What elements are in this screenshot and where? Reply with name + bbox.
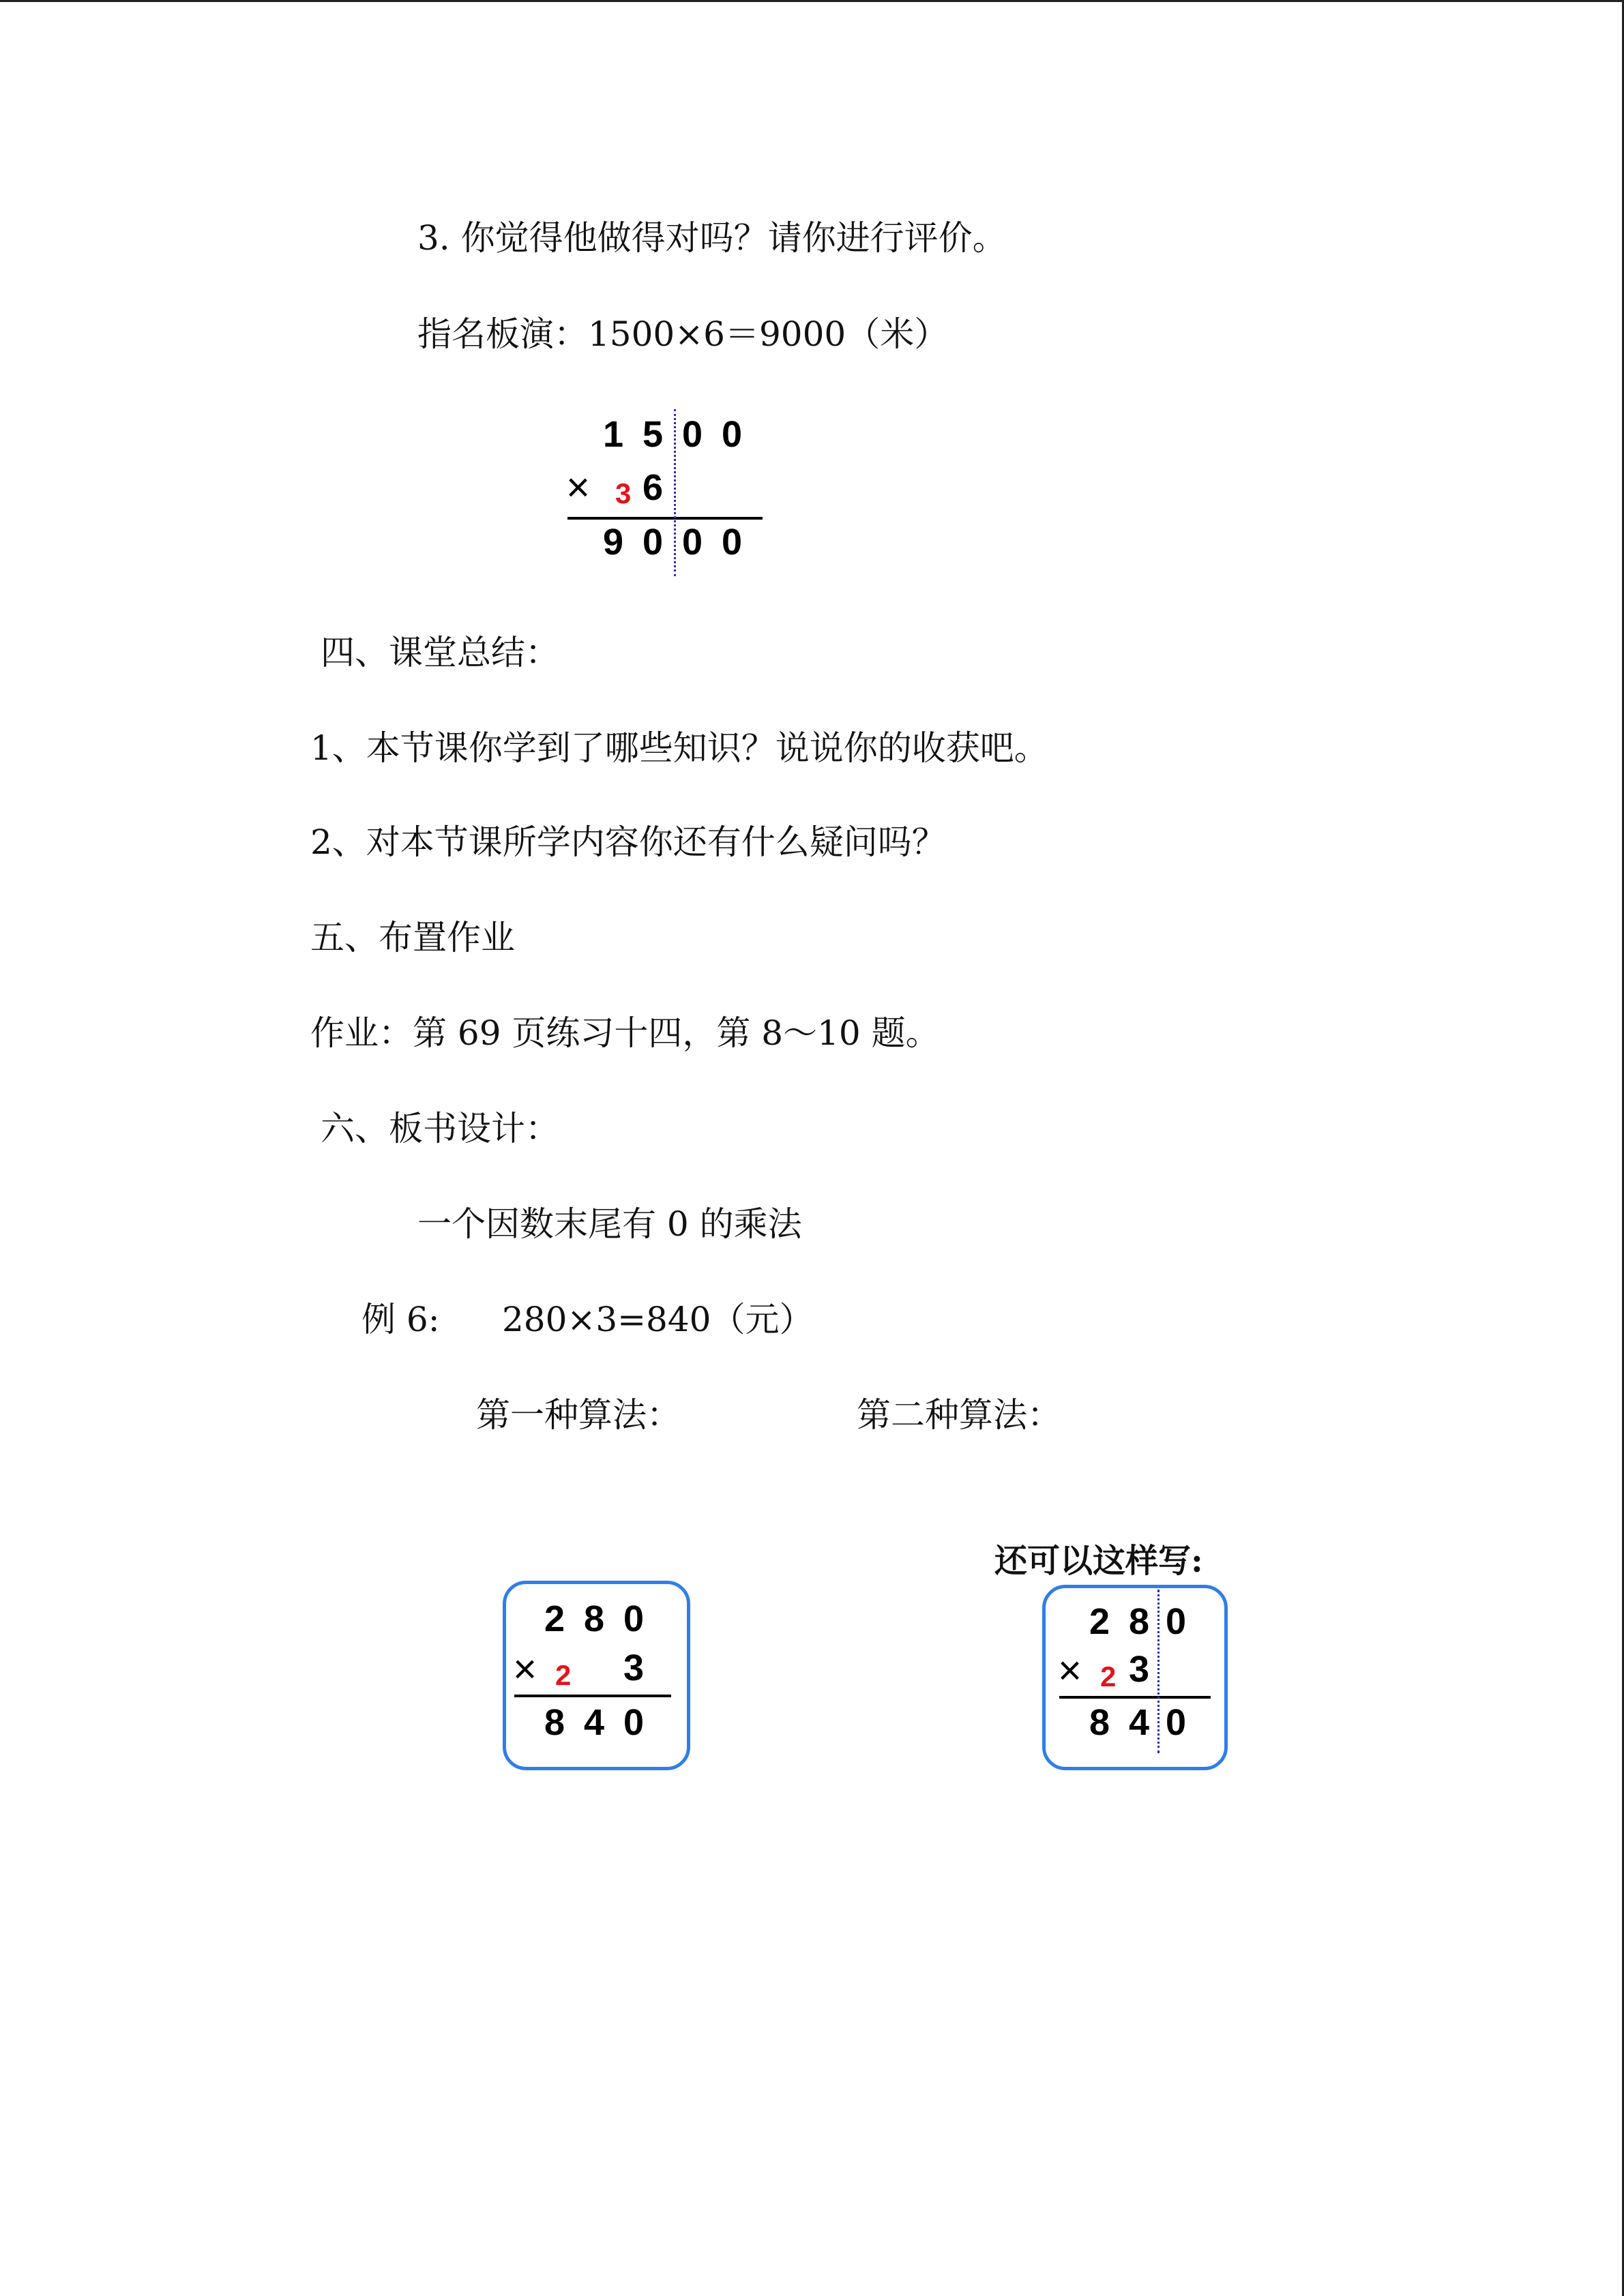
digit: 0 <box>623 1598 645 1639</box>
summary-item-2: 2、对本节课所学内容你还有什么疑问吗？ <box>310 822 946 862</box>
question-3: 3. 你觉得他做得对吗？请你进行评价。 <box>417 218 1007 258</box>
digit: 4 <box>1129 1702 1150 1743</box>
section-6-heading: 六、板书设计： <box>321 1109 559 1148</box>
carry-digit: 3 <box>615 477 632 509</box>
section-5-heading: 五、布置作业 <box>310 918 515 957</box>
dotted-separator <box>674 409 676 576</box>
board-demo-line: 指名板演：1500×6＝9000（米） <box>417 314 949 354</box>
digit: 8 <box>1089 1702 1110 1743</box>
example-label: 例 6: <box>361 1300 440 1339</box>
summary-item-1: 1、本节课你学到了哪些知识？说说你的收获吧。 <box>310 728 1048 768</box>
example-equation: 280×3=840（元） <box>502 1300 814 1339</box>
method-1-label: 第一种算法： <box>476 1395 681 1435</box>
digit: 0 <box>682 522 703 563</box>
carry-digit: 2 <box>1100 1660 1117 1693</box>
digit: 8 <box>1129 1601 1150 1642</box>
carry-digit: 2 <box>555 1659 572 1691</box>
vertical-calc-280x3-b <box>1046 1588 1224 1767</box>
digit: 0 <box>722 414 743 455</box>
section-4-heading: 四、课堂总结： <box>321 633 559 672</box>
multiply-sign: × <box>566 464 591 510</box>
multiplier-digit: 3 <box>623 1648 645 1688</box>
calc-line <box>514 1695 671 1697</box>
digit: 8 <box>544 1702 565 1743</box>
digit: 5 <box>643 414 664 455</box>
digit: 0 <box>1166 1702 1187 1743</box>
calc-line <box>567 517 763 520</box>
vertical-calc-1500x6 <box>559 409 764 586</box>
digit: 0 <box>682 414 703 455</box>
dotted-separator <box>1157 1590 1160 1753</box>
method-2-label: 第二种算法： <box>857 1395 1061 1435</box>
digit: 0 <box>643 522 664 563</box>
digit: 0 <box>1166 1601 1187 1642</box>
digit: 2 <box>1089 1601 1110 1642</box>
vertical-calc-280x3-a <box>506 1584 687 1767</box>
digit: 0 <box>623 1702 645 1743</box>
alt-writing-caption: 还可以这样写: <box>994 1542 1203 1580</box>
digit: 8 <box>584 1598 605 1639</box>
multiplier-digit: 3 <box>1129 1649 1150 1690</box>
digit: 0 <box>722 522 743 563</box>
board-title: 一个因数末尾有 0 的乘法 <box>417 1204 802 1244</box>
multiply-sign: × <box>1058 1648 1082 1693</box>
calc-line <box>1059 1696 1211 1699</box>
digit: 9 <box>603 522 624 563</box>
digit: 2 <box>544 1598 565 1639</box>
digit: 1 <box>603 414 624 455</box>
multiply-sign: × <box>513 1646 537 1692</box>
digit: 4 <box>584 1702 605 1743</box>
multiplier-digit: 6 <box>643 467 664 508</box>
page-top-border <box>0 0 1624 2</box>
homework-line: 作业：第 69 页练习十四，第 8～10 题。 <box>310 1013 940 1053</box>
